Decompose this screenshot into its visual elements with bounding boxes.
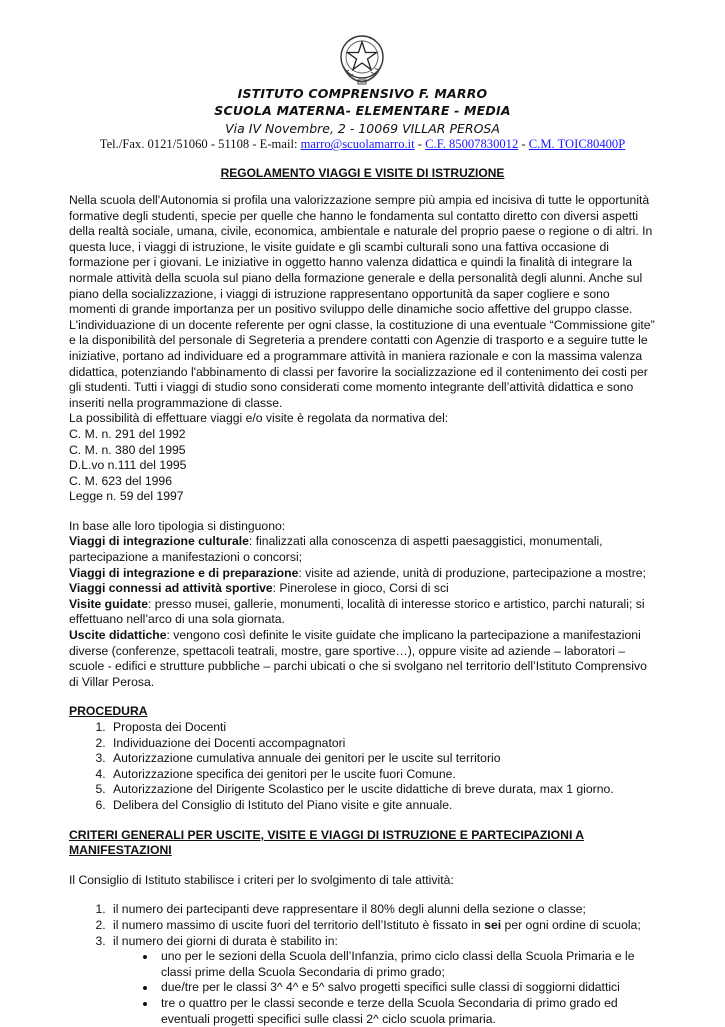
email-link[interactable]: marro@scuolamarro.it [300,137,415,151]
tipologia-term: Viaggi connessi ad attività sportive [69,581,273,596]
tipologia-term: Viaggi di integrazione e di preparazione [69,565,299,580]
procedura-item: 3. Autorizzazione cumulativa annuale dei genitori per le uscite sul territorio [109,751,659,767]
procedura-title: PROCEDURA [69,704,148,719]
criteri-intro: Il Consiglio di Istituto stabilisce i criteri per lo svolgimento di tale attività: [69,872,454,887]
tipologia-item [69,628,659,690]
tipologia-term: Visite guidate [69,596,149,611]
contact-line [0,137,725,152]
school-type: SCUOLA MATERNA- ELEMENTARE - MEDIA [214,103,511,118]
criteri-item [109,934,659,1027]
normativa-item: D.L.vo n.111 del 1995 [69,458,187,473]
procedura-item: 6. Delibera del Consiglio di Istituto del Piano visite e gite annuale. [109,798,659,814]
tipologia-desc: : Pinerolese in gioco, Corsi di sci [272,581,449,596]
school-code-link[interactable]: C.M. TOIC80400P [528,137,626,151]
tipologia-item [69,566,659,582]
criteri-item-text: per ogni ordine di scuola; [501,917,641,932]
procedura-item: 5. Autorizzazione del Dirigente Scolastico per le uscite didattiche di breve durata, max 1 giorno. [109,782,659,798]
durata-list [113,949,659,1027]
criteri-item-emphasis: sei [484,917,502,932]
contact-phone: Tel./Fax. 0121/51060 - 51108 - E-mail: [99,137,301,151]
procedura-item: 2. Individuazione dei Docenti accompagnatori [109,736,659,752]
procedura-list [69,720,659,814]
normativa-intro: La possibilità di effettuare viaggi e/o visite è regolata da normativa del: [69,411,449,426]
durata-item: • uno per le sezioni della Scuola dell’Infanzia, primo ciclo classi della Scuola Primaria e le classi prime della Scuola Secondaria di primo grado; [157,949,659,980]
criteri-item [109,918,659,934]
criteri-item-text: il numero dei giorni di durata è stabilito in: [113,933,338,948]
criteri-item: 1. il numero dei partecipanti deve rappresentare il 80% degli alunni della sezione o classe; [109,902,659,918]
italian-republic-emblem-icon [337,30,387,86]
tipologia-item [69,534,659,565]
criteri-item-text: il numero massimo di uscite fuori del territorio dell’Istituto è fissato in [113,917,485,932]
normativa-item: Legge n. 59 del 1997 [69,489,184,504]
normativa-list [69,427,659,505]
school-name: ISTITUTO COMPRENSIVO F. MARRO [237,86,488,101]
contact-separator: - [518,137,529,151]
tipologia-desc: : visite ad aziende, unità di produzione, partecipazione a mostre; [298,565,646,580]
tipologie-intro: In base alle loro tipologia si distinguono: [69,518,286,533]
tipologia-desc: : vengono così definite le visite guidate che implicano la partecipazione a manifestazioni diverse (conferenze, spettacoli teatrali, mostre, gare sportive…), oppure visite ad aziende – laboratori – scuole - edifici e strutture pubbliche – parchi ubicati o che si svolgano nel territorio dell’Istituto Comprensivo di Villar Perosa. [69,628,647,689]
tipologia-desc: : presso musei, gallerie, monumenti, località di interesse storico e artistico, parchi naturali; si effettuano nell’arco di una sola giornata. [69,596,645,627]
durata-item: • tre o quattro per le classi seconde e terze della Scuola Secondaria di primo grado ed eventuali progetti specifici sulle classi 2^ ciclo scuola primaria. [157,996,659,1027]
intro-paragraph: Nella scuola dell'Autonomia si profila una valorizzazione sempre più ampia ed incisiva di tutte le opportunità formative degli studenti, specie per quelle che hanno le fondamenta sul contatto diretto con diversi aspetti della realtà sociale, umana, civile, economica, ambientale e naturale del proprio paese o regione o di altri. In questa luce, i viaggi di istruzione, le visite guidate e gli scambi culturali sono una fattiva occasione di formazione per i giovani. Le iniziative in oggetto hanno valenza didattica e quindi la finalità di integrare la normale attività della scuola sul piano della formazione generale e della personalità degli alunni. Anche sul piano della socializzazione, i viaggi di istruzione rappresentano opportunità da saper cogliere e sono momenti di grande importanza per un positivo sviluppo delle dinamiche socio affettive del gruppo classe. L'individuazione di un docente referente per ogni classe, la costituzione di una eventuale “Commissione gite” e la disponibilità del personale di Segreteria a prendere contatti con Agenzie di trasporto e a seguire tutte le iniziative, portano ad individuare ed a programmare attività in maniera razionale e con la massima valenza didattica, potenziando l'abbinamento di classi per favorire la socializzazione ed il contenimento dei costi per gli studenti. Tutti i viaggi di studio sono considerati come momento integrante dell’attività didattica e sono inseriti nella programmazione di classe. [69,193,655,410]
document-body [69,193,659,1027]
tipologia-item [69,581,659,597]
criteri-title: CRITERI GENERALI PER USCITE, VISITE E VIAGGI DI ISTRUZIONE E PARTECIPAZIONI A MANIFESTAZIONI [69,827,585,858]
tipologia-term: Uscite didattiche [69,628,167,643]
tipologia-item [69,597,659,628]
procedura-item: 1. Proposta dei Docenti [109,720,659,736]
procedura-item: 4. Autorizzazione specifica dei genitori per le uscite fuori Comune. [109,767,659,783]
school-address: Via IV Novembre, 2 - 10069 VILLAR PEROSA [225,121,500,136]
tipologia-desc: : finalizzati alla conoscenza di aspetti paesaggistici, monumentali, partecipazione a manifestazioni o concorsi; [69,534,603,565]
fiscal-code-link[interactable]: C.F. 85007830012 [425,137,519,151]
tipologia-term: Viaggi di integrazione culturale [69,534,249,549]
contact-separator: - [414,137,426,151]
normativa-item: C. M. 623 del 1996 [69,473,172,488]
criteri-list [69,902,659,1027]
normativa-item: C. M. n. 380 del 1995 [69,442,186,457]
normativa-item: C. M. n. 291 del 1992 [69,426,186,441]
durata-item: • due/tre per le classi 3^ 4^ e 5^ salvo progetti specifici sulle classi di soggiorni didattici [157,980,659,996]
document-title: REGOLAMENTO VIAGGI E VISITE DI ISTRUZIONE [220,166,505,180]
